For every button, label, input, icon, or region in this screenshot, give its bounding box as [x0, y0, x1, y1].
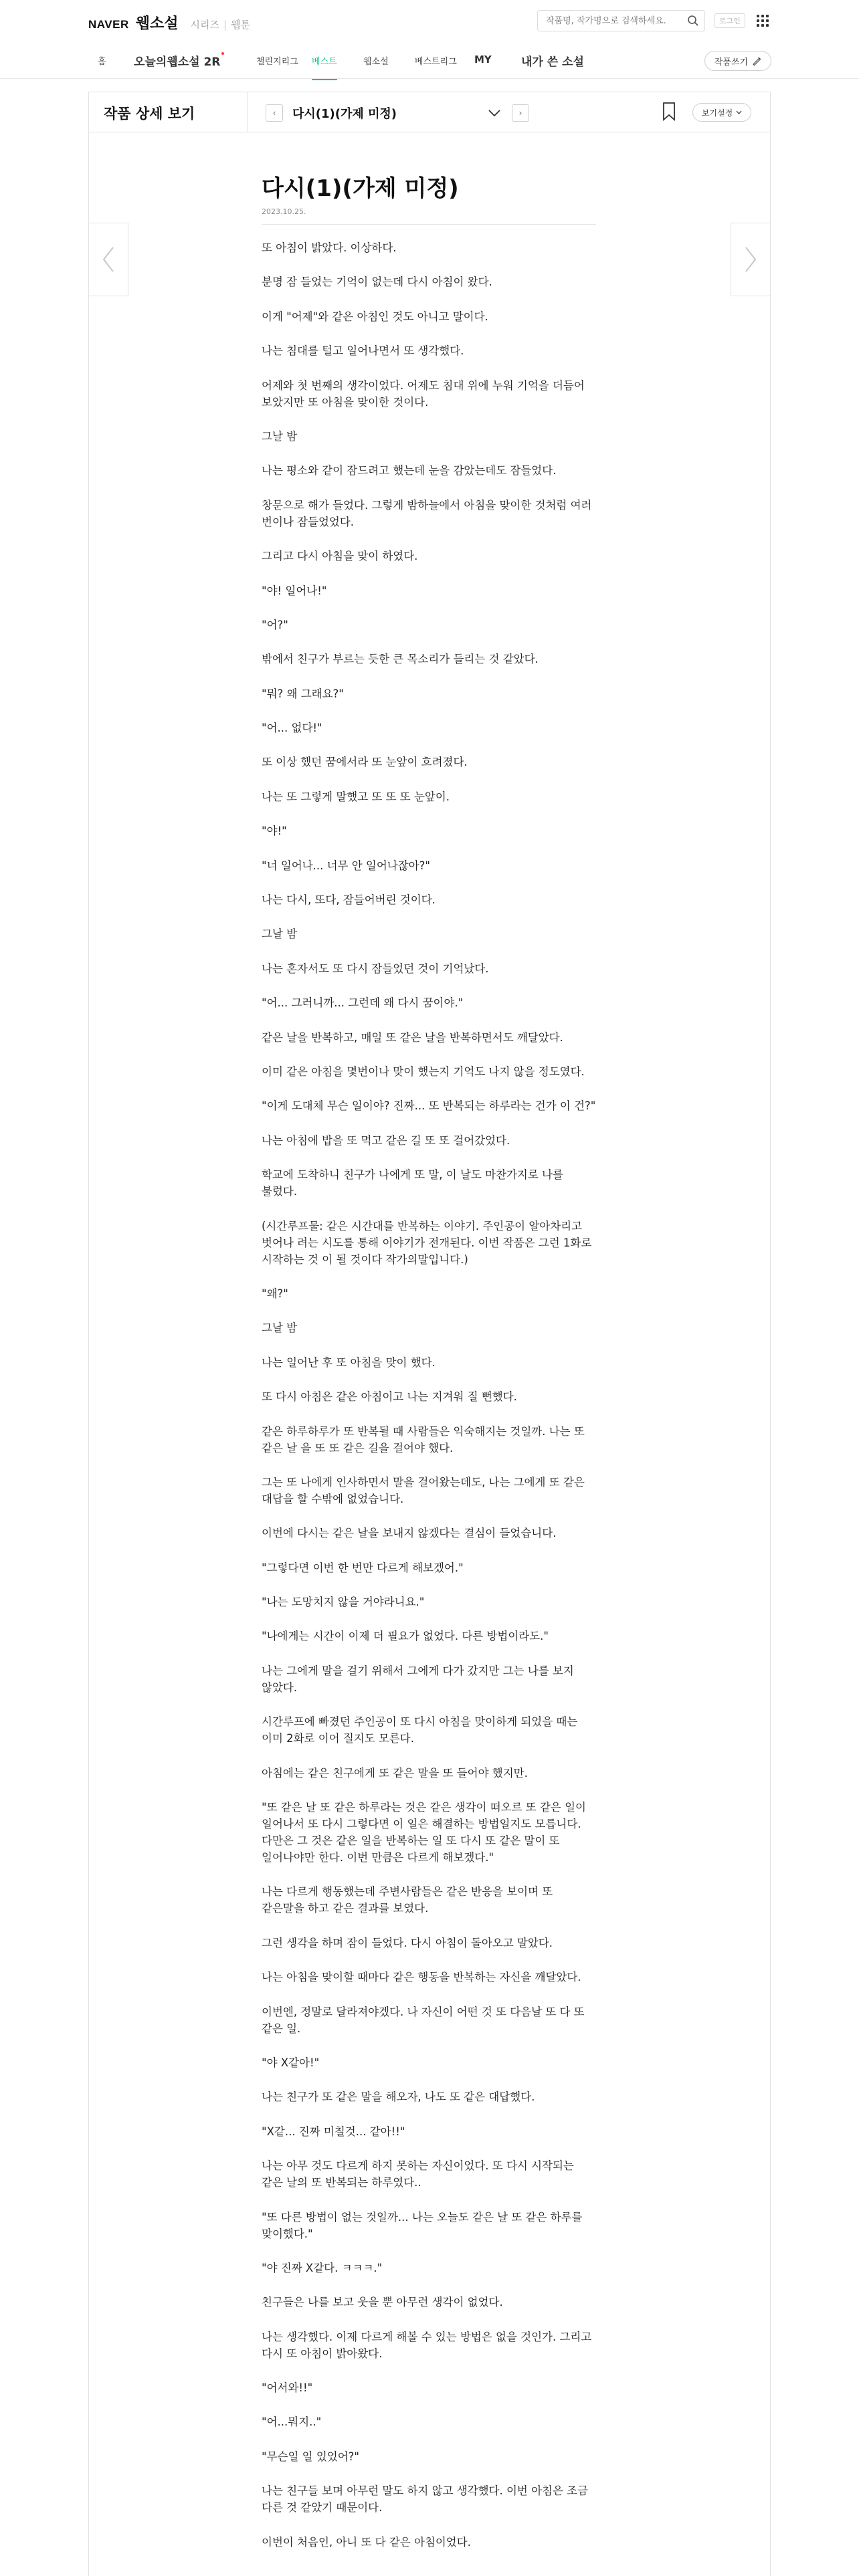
article-paragraph: "너 일어나... 너무 안 일어나잖아?" — [262, 859, 430, 872]
article-paragraph: 또 이상 했던 꿈에서라 또 눈앞이 흐려졌다. — [262, 756, 468, 769]
article-paragraph: 나는 아무 것도 다르게 하지 못하는 자신이었다. 또 다시 시작되는 같은 날의 또 반복되는 하루였다.. — [262, 2159, 574, 2189]
article-paragraph: "무슨일 일 있었어?" — [262, 2450, 359, 2463]
article-paragraph: "야 X같아!" — [262, 2056, 320, 2069]
episode-list-toggle[interactable] — [486, 105, 502, 121]
article-paragraph: "어?" — [262, 618, 288, 631]
search-box — [537, 10, 705, 31]
article-paragraph: "어서와!!" — [262, 2381, 313, 2395]
nav-item-webnovel[interactable]: 웹소설 — [363, 57, 389, 67]
view-settings-label: 보기설정 — [701, 108, 733, 118]
brand — [88, 12, 250, 33]
service-name[interactable]: 웹소설 — [135, 15, 179, 32]
article-paragraph: "이게 도대체 무슨 일이야? 진짜... 또 반복되는 하루라는 건가 이 건?" — [262, 1099, 596, 1113]
article-paragraph: 분명 잠 들었는 기억이 없는데 다시 아침이 왔다. — [262, 276, 492, 289]
article-paragraph: 나는 또 그렇게 말했고 또 또 또 눈앞이. — [262, 790, 450, 803]
nav-item-my[interactable]: MY — [474, 53, 492, 66]
chevron-down-icon — [488, 110, 500, 116]
article-paragraph: 그런 생각을 하며 잠이 들었다. 다시 아침이 돌아오고 말았다. — [262, 1936, 553, 1949]
article-date: 2023.10.25. — [262, 207, 596, 225]
chevron-down-icon — [736, 110, 742, 114]
episode-title[interactable]: 다시(1)(가제 미정) — [292, 107, 397, 121]
article-paragraph: 나는 혼자서도 또 다시 잠들었던 것이 기억났다. — [262, 962, 489, 975]
subnav-series[interactable]: 시리즈 — [190, 19, 219, 31]
article-paragraph: 이게 "어제"와 같은 아침인 것도 아니고 말이다. — [262, 310, 488, 323]
naver-logo[interactable]: NAVER — [88, 18, 129, 31]
write-button[interactable] — [704, 51, 771, 71]
article-paragraph: 이미 같은 아침을 몇번이나 맞이 했는지 기억도 나지 않을 정도였다. — [262, 1065, 585, 1078]
article-paragraph: 어제와 첫 번째의 생각이었다. 어제도 침대 위에 누워 기억을 더듬어 보았지만 또 아침을 맞이한 것이다. — [262, 379, 585, 409]
article-paragraph: "나에게는 시간이 이제 더 필요가 없었다. 다른 방법이라도." — [262, 1630, 549, 1643]
search-icon[interactable] — [687, 15, 699, 27]
article-paragraph: 나는 다르게 행동했는데 주변사람들은 같은 반응을 보이며 또 같은말을 하고 같은 결과를 보였다. — [262, 1885, 553, 1915]
article-paragraph: 나는 침대를 털고 일어나면서 또 생각했다. — [262, 344, 464, 358]
login-button[interactable]: 로그인 — [714, 13, 745, 28]
nav-item-home[interactable]: 홈 — [98, 57, 106, 67]
article-paragraph: 밖에서 친구가 부르는 듯한 큰 목소리가 들리는 것 같았다. — [262, 653, 539, 666]
article-paragraph: 나는 그에게 말을 걸기 위해서 그에게 다가 갔지만 그는 나를 보지 않았다. — [262, 1664, 574, 1694]
article-paragraph: 학교에 도착하니 친구가 나에게 또 말, 이 날도 마찬가지로 나를 불렀다. — [262, 1168, 563, 1198]
article — [262, 174, 596, 2568]
article-paragraph: "야! 일어나!" — [262, 584, 327, 597]
prev-episode-button[interactable]: ‹ — [266, 104, 283, 122]
article-paragraph: 그날 밤 — [262, 928, 298, 941]
article-paragraph: "그렇다면 이번 한 번만 다르게 해보겠어." — [262, 1561, 464, 1574]
article-paragraph: 이번에 다시는 같은 날을 보내지 않겠다는 결심이 들었습니다. — [262, 1527, 557, 1540]
article-paragraph: 나는 친구가 또 같은 말을 해오자, 나도 또 같은 대답했다. — [262, 2090, 535, 2104]
article-paragraph: 그는 또 나에게 인사하면서 말을 걸어왔는데도, 나는 그에게 또 같은 대답을 할 수밖에 없었습니다. — [262, 1475, 585, 1505]
new-dot — [221, 52, 224, 55]
article-paragraph: 시간루프에 빠졌던 주인공이 또 다시 아침을 맞이하게 되었을 때는 이미 2화로 이어 질지도 모른다. — [262, 1715, 578, 1745]
article-paragraph: 그날 밤 — [262, 429, 298, 443]
episode-nav — [266, 104, 529, 122]
apps-grid-icon[interactable] — [757, 15, 769, 27]
article-paragraph: "뭐? 왜 그래요?" — [262, 687, 344, 700]
article-paragraph: 그리고 다시 아침을 맞이 하였다. — [262, 550, 418, 563]
article-paragraph: 이번엔, 정말로 달라져야겠다. 나 자신이 어떤 것 또 다음날 또 다 또 같은 일. — [262, 2005, 585, 2035]
article-paragraph: 나는 일어난 후 또 아침을 맞이 했다. — [262, 1356, 436, 1369]
series-title[interactable]: 작품 상세 보기 — [104, 106, 195, 122]
service-subnav: 시리즈 | 웹툰 — [190, 19, 251, 31]
article-paragraph: 나는 아침에 밥을 또 먹고 같은 길 또 또 걸어갔었다. — [262, 1134, 510, 1147]
article-paragraph: 나는 생각했다. 이제 다르게 해볼 수 있는 방법은 없을 것인가. 그리고 다시 또 아침이 밝아왔다. — [262, 2330, 592, 2360]
header-divider — [247, 92, 248, 132]
article-paragraph: 같은 하루하루가 또 반복될 때 사람들은 익숙해지는 것일까. 나는 또 같은 날 을 또 또 같은 길을 걸어야 했다. — [262, 1424, 585, 1455]
article-paragraph: "나는 도망치지 않을 거야라니요." — [262, 1596, 425, 1609]
article-paragraph: 아침에는 같은 친구에게 또 같은 말을 또 들어야 했지만. — [262, 1766, 528, 1780]
article-paragraph: 나는 아침을 맞이할 때마다 같은 행동을 반복하는 자신을 깨달았다. — [262, 1971, 581, 1984]
nav-item-bestleague[interactable]: 베스트리그 — [415, 57, 457, 67]
article-paragraph: 또 아침이 밝았다. 이상하다. — [262, 241, 397, 254]
nav-item-today-label: 오늘의웹소설 2R — [134, 56, 221, 69]
view-settings-button[interactable] — [692, 103, 751, 122]
article-paragraph: (시간루프물: 같은 시간대를 반복하는 이야기. 주인공이 알아차리고 벗어나 려는 시도를 통해 이야기가 전개된다. 이번 작품은 그런 1화로 시작하는 것 이 될 것이다 작가의말입니다.) — [262, 1219, 592, 1266]
article-paragraph: "어...뭐지.." — [262, 2416, 322, 2429]
viewer-header — [89, 92, 770, 132]
article-paragraph: 친구들은 나를 보고 웃을 뿐 아무런 생각이 없었다. — [262, 2296, 503, 2309]
category-nav — [0, 43, 859, 79]
subnav-webtoon[interactable]: 웹툰 — [231, 19, 251, 31]
article-paragraph: 나는 친구들 보며 아무런 말도 하지 않고 생각했다. 이번 아침은 조금 다른 것 같았기 때문이다. — [262, 2484, 589, 2514]
article-paragraph: "야 진짜 X같다. ㅋㅋㅋ." — [262, 2261, 383, 2274]
quill-icon — [752, 56, 761, 66]
article-body — [262, 239, 596, 2551]
article-paragraph: 이번이 처음인, 아니 또 다 같은 아침이었다. — [262, 2535, 471, 2549]
search-input[interactable] — [546, 15, 680, 27]
article-paragraph: "또 다른 방법이 없는 것일까... 나는 오늘도 같은 날 또 같은 하루를 맞이했다." — [262, 2210, 583, 2240]
next-episode-button[interactable]: › — [512, 104, 529, 122]
nav-item-mynovels[interactable]: 내가 쓴 소설 — [521, 56, 584, 69]
nav-item-today[interactable] — [134, 52, 224, 69]
nav-item-best[interactable]: 베스트 — [312, 54, 337, 67]
article-paragraph: 나는 평소와 같이 잠드려고 했는데 눈을 감았는데도 잠들었다. — [262, 464, 557, 477]
article-paragraph: "어... 없다!" — [262, 722, 322, 735]
article-paragraph: 또 다시 아침은 같은 아침이고 나는 지겨워 질 뻔했다. — [262, 1390, 517, 1404]
top-header — [0, 0, 859, 43]
article-paragraph: 나는 다시, 또다, 잠들어버린 것이다. — [262, 893, 436, 907]
article-paragraph: "X같... 진짜 미칠것... 같아!!" — [262, 2125, 405, 2138]
article-paragraph: 같은 날을 반복하고, 매일 또 같은 날을 반복하면서도 깨달았다. — [262, 1031, 563, 1044]
article-paragraph: "야!" — [262, 825, 287, 838]
write-button-label: 작품쓰기 — [714, 57, 749, 68]
article-paragraph: "어... 그러니까... 그런데 왜 다시 꿈이야." — [262, 996, 464, 1010]
nav-item-challenge[interactable]: 챌린지리그 — [256, 57, 298, 67]
article-paragraph: "또 같은 날 또 같은 하루라는 것은 같은 생각이 떠오르 또 같은 일이 일어나서 또 다시 그렇다면 이 일은 해결하는 방법일지도 모릅니다. 다만은 그 것은 같은 일을 반복하는 일 또 다시 또 같은 말이 또 일어나야만 한다. 이번 만큼은 다르게 해보겠다." — [262, 1801, 586, 1864]
article-paragraph: 창문으로 해가 들었다. 그렇게 밤하늘에서 아침을 맞이한 것처럼 여러 번이나 잠들었었다. — [262, 498, 592, 528]
article-paragraph: 그날 밤 — [262, 1321, 298, 1335]
article-title: 다시(1)(가제 미정) — [262, 175, 459, 202]
bookmark-icon[interactable] — [662, 102, 676, 122]
article-paragraph: "왜?" — [262, 1287, 288, 1300]
